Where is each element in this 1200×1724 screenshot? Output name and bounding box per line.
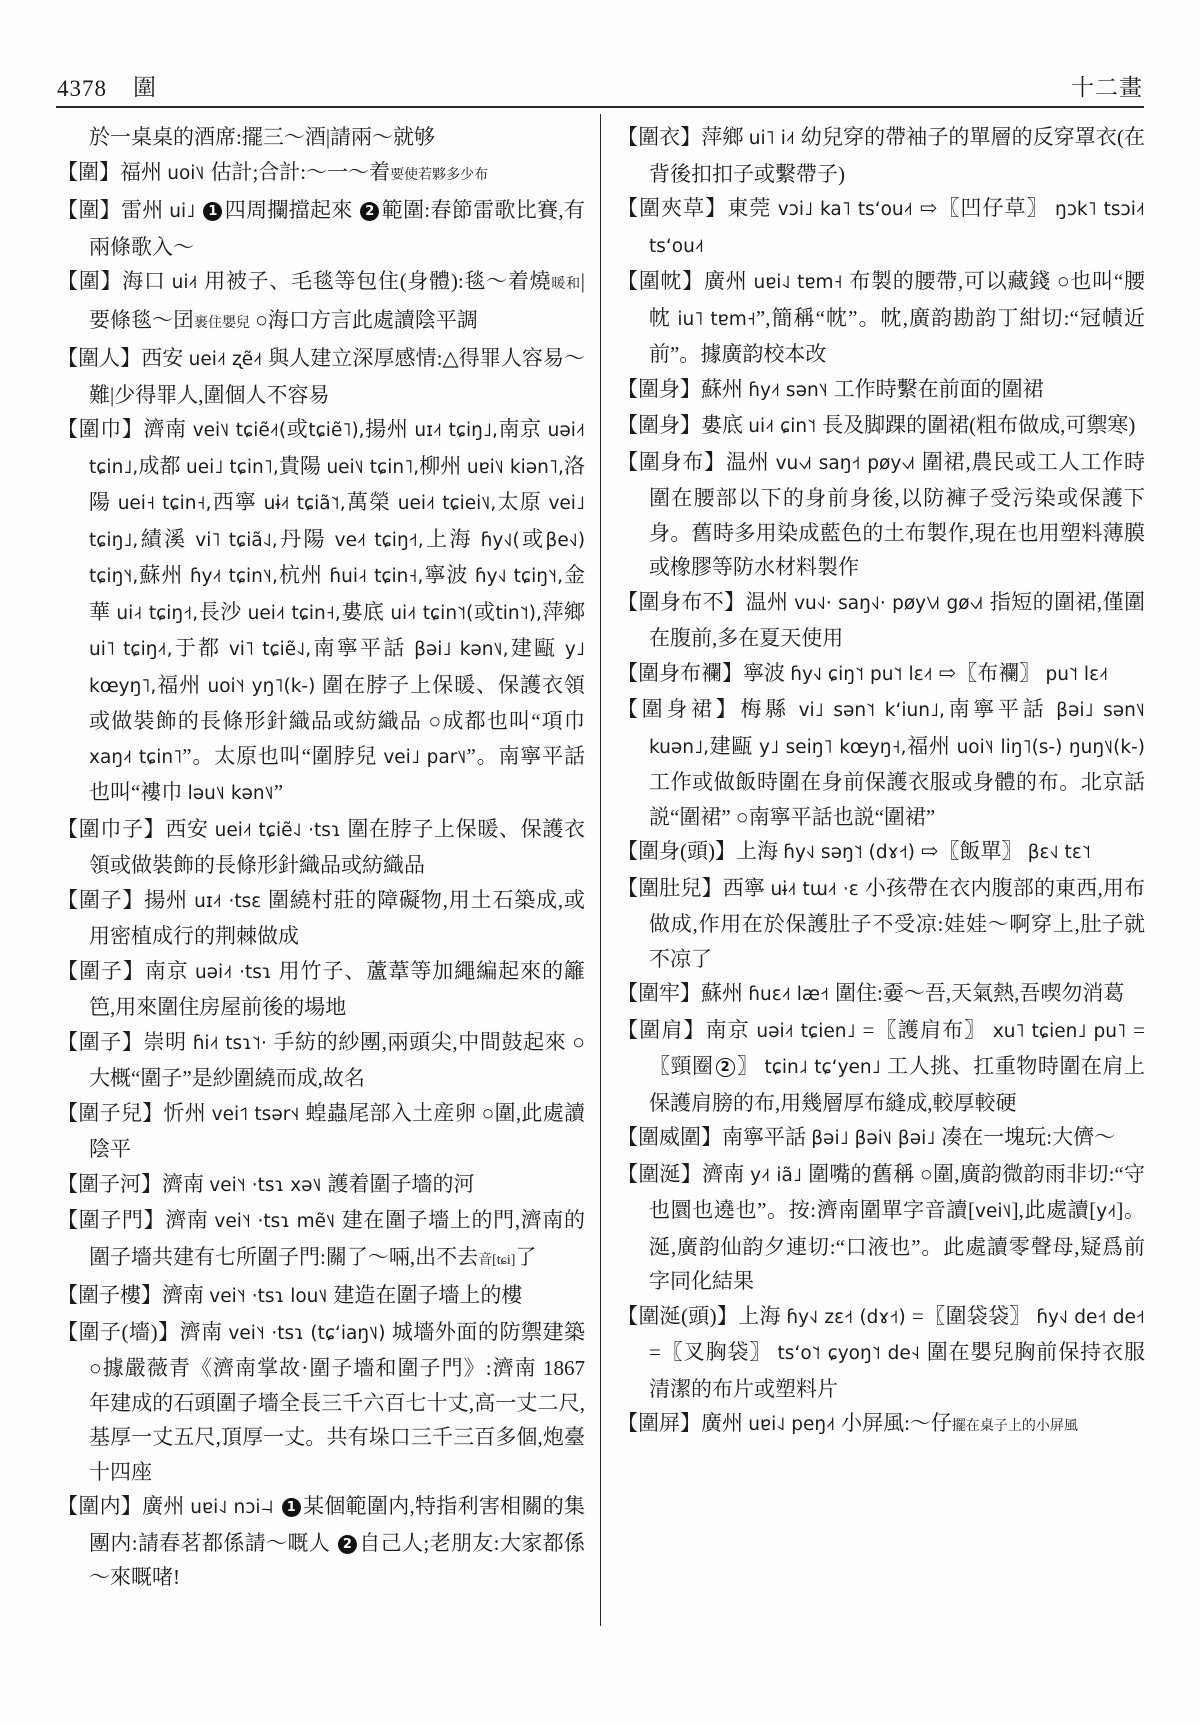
phonetic-transcription: vei˥˧ ·tsɿ (tɕʻiaŋ˥˩) bbox=[228, 1322, 392, 1344]
sense-number-badge: 2 bbox=[360, 202, 379, 221]
entry-text: 【圍】海口 bbox=[57, 269, 172, 293]
dictionary-entry bbox=[57, 954, 585, 1025]
dictionary-entry bbox=[617, 1013, 1145, 1121]
entry-text: 指短的圍裙,僅圍在腹前,多在夏天使用 bbox=[649, 589, 1146, 650]
entry-text: 建造在圍子墻上的樓 bbox=[333, 1283, 523, 1307]
dictionary-entry bbox=[57, 264, 585, 341]
dictionary-entry bbox=[617, 1299, 1145, 1407]
entry-text: 圍嘴的舊稱 ○圍,廣韵微韵雨非切:“守也圜也遶也”。按:濟南圍單字音讀[ bbox=[649, 1161, 1146, 1222]
phonetic-transcription: vei˩ par˥˩ bbox=[383, 746, 467, 768]
entry-text: 績溪 bbox=[138, 526, 196, 551]
entry-text: 工人挑、扛重物時圍在肩上保護肩膀的布,用幾層厚布縫成,較厚較硬 bbox=[649, 1054, 1146, 1115]
entry-text: 【圍身】蘇州 bbox=[617, 376, 749, 401]
phonetic-transcription: ləu˥˩ kən˥˩ bbox=[187, 783, 274, 804]
entry-text: ⇨〖凹仔草〗 bbox=[919, 196, 1055, 220]
dictionary-entry bbox=[57, 155, 585, 194]
entry-text: =〖圍袋袋〗 bbox=[911, 1303, 1037, 1328]
dictionary-entry bbox=[617, 834, 1145, 871]
sense-number-outline: 2 bbox=[716, 1058, 735, 1077]
entry-text: 凑在一塊玩:大儕～ bbox=[941, 1125, 1116, 1149]
sense-number-badge: 1 bbox=[203, 202, 222, 221]
entry-text: 用被子、毛毯等包住(身體):毯～着燒 bbox=[204, 269, 552, 293]
entry-text: 【圍子兒】忻州 bbox=[57, 1100, 212, 1125]
entry-text: ]。涎,廣韵仙韵夕連切:“口液也”。此處讀零聲母,疑爲前字同化結果 bbox=[649, 1198, 1145, 1293]
entry-text: 【圍屏】廣州 bbox=[617, 1411, 749, 1435]
entry-text: 圍繞村莊的障礙物,用土石築成,或用密植成行的荆棘做成 bbox=[89, 887, 586, 948]
phonetic-transcription: ɦy˧˩ de˧˦ de˧˦ bbox=[1036, 1306, 1146, 1328]
sense-number-badge: 1 bbox=[282, 1498, 301, 1517]
entry-text: 了 bbox=[515, 1244, 537, 1269]
phonetic-transcription: uoi˥˧ yŋ˥(k-) bbox=[207, 675, 323, 697]
entry-text: 【圍身】婁底 bbox=[617, 413, 749, 437]
entry-text: ”。太原也叫“圍脖兒 bbox=[182, 743, 384, 768]
phonetic-transcription: tɕin˩˨ tɕʻyen˩ bbox=[764, 1057, 888, 1078]
entry-text: 【圍牢】蘇州 bbox=[617, 981, 749, 1005]
entry-text: 建甌 bbox=[508, 636, 565, 660]
entry-text: 【圍巾】濟南 bbox=[57, 417, 193, 441]
entry-text: 建在圍子墻上的門,濟南的圍子墻共建有七所圍子門:關了～啢,出不去 bbox=[89, 1208, 586, 1269]
entry-text: 某個範圍内,特指利害相關的集團内:請春茗都係請～嘅人 bbox=[89, 1494, 586, 1555]
entry-text: 于都 bbox=[172, 636, 229, 660]
small-gloss: 暖和 bbox=[551, 277, 581, 292]
phonetic-transcription: uɨ˨˦ tɕiã˥˦, bbox=[263, 493, 346, 514]
entry-text: 【圍帎】廣州 bbox=[617, 269, 754, 293]
entry-text: ” bbox=[273, 780, 284, 804]
phonetic-transcription: ɦuɛ˨˦ læ˧˦ bbox=[748, 984, 836, 1005]
entry-text: 於一桌桌的酒席:擺三～酒|請兩～就够 bbox=[89, 125, 436, 149]
phonetic-transcription: uɐi˨˩ tɐm˧ bbox=[753, 272, 850, 293]
sense-number-badge: 2 bbox=[338, 1535, 357, 1554]
dictionary-entry bbox=[57, 812, 585, 883]
phonetic-transcription: y˩ kœyŋ˥, bbox=[89, 639, 585, 697]
dictionary-entry bbox=[617, 1120, 1145, 1157]
phonetic-transcription: y˨˦ iã˩ bbox=[750, 1164, 809, 1186]
entry-text: 圍在脖子上保暖、保護衣領或做裝飾的長條形針織品或紡織品 bbox=[89, 816, 586, 877]
phonetic-transcription: uei˨˦ ʐẽ˨˦ bbox=[188, 349, 269, 370]
entry-text: 布製的腰帶,可以藏錢 ○也叫“腰帎 bbox=[649, 269, 1145, 330]
entry-text: 洛陽 bbox=[89, 453, 586, 514]
phonetic-transcription: ui˨˦ tɕin˥˦( bbox=[390, 602, 474, 624]
entry-text: 或 bbox=[519, 526, 546, 551]
phonetic-transcription: iu˥ tɐm˧ bbox=[677, 308, 756, 330]
entry-text: 上海 bbox=[423, 526, 481, 551]
entry-text: 西寧 bbox=[211, 490, 264, 514]
stroke-section: 十二畫 bbox=[1071, 75, 1143, 100]
phonetic-transcription: ve˨˦ tɕiŋ˧˦, bbox=[334, 529, 424, 551]
entry-text: 【圍身布襴】寧波 bbox=[617, 660, 791, 685]
phonetic-transcription: uoi˥˨ liŋ˥(s-) ŋuŋ˥˩(k-) bbox=[956, 736, 1146, 758]
entry-text: 幼兒穿的帶袖子的單層的反穿罩衣(在背後扣扣子或繫帶子) bbox=[649, 125, 1146, 186]
entry-text: 護着圍子墻的河 bbox=[327, 1171, 475, 1196]
dictionary-entry bbox=[617, 871, 1145, 977]
dictionary-entry bbox=[57, 1096, 585, 1167]
header-rule bbox=[56, 106, 1144, 108]
lemma-character: 圍 bbox=[133, 75, 157, 100]
dictionary-entry bbox=[617, 585, 1145, 656]
entry-text: 萬榮 bbox=[345, 490, 398, 514]
entry-text: 工作時繫在前面的圍裙 bbox=[833, 376, 1044, 401]
entry-text: 【圍衣】萍鄉 bbox=[617, 125, 749, 149]
phonetic-transcription: uei˥˩ tɕin˥, bbox=[326, 456, 420, 478]
phonetic-transcription: vu˧˩˦ saŋ˧˦ pøy˧˩˦ bbox=[775, 452, 922, 474]
phonetic-transcription: pu˥˦ lɛ˨˦ bbox=[1045, 663, 1109, 685]
phonetic-transcription: ui˩ bbox=[169, 201, 202, 222]
phonetic-transcription: uɪ˨˦ ·tsɛ bbox=[194, 890, 269, 912]
entry-text: 【圍身布】温州 bbox=[617, 449, 776, 474]
entry-text: 圍裙,農民或工人工作時圍在腰部以下的身前身後,以防褲子受污染或保護下身。舊時多用染成藍色的土布製作,現在也用塑料薄膜或橡膠等防水材料製作 bbox=[649, 449, 1146, 579]
entry-text: ”。南寧平話也叫“褸巾 bbox=[89, 743, 585, 804]
entry-text: 圍在嬰兒胸前保持衣服清潔的布片或塑料片 bbox=[649, 1340, 1145, 1401]
entry-text: 建甌 bbox=[708, 733, 759, 758]
entry-text: 圍住:嫑～吾,天氣熱,吾喫勿消葛 bbox=[835, 981, 1125, 1005]
dictionary-entry bbox=[617, 1406, 1145, 1445]
dictionary-entry bbox=[57, 883, 585, 954]
entry-text: 【圍身布不】温州 bbox=[617, 589, 795, 614]
phonetic-transcription: tin˥˦), bbox=[495, 602, 542, 624]
entry-text: =〖頸圈 bbox=[649, 1017, 1145, 1078]
phonetic-transcription: ui˨˧ tɕiŋ˧˦, bbox=[116, 602, 199, 624]
entry-text: 【圍涎】濟南 bbox=[617, 1161, 751, 1186]
entry-text: 【圍人】西安 bbox=[57, 346, 189, 370]
entry-text: ○海口方言此處讀陰平調 bbox=[250, 307, 478, 332]
dictionary-entry bbox=[617, 408, 1145, 445]
entry-text: 小孩帶在衣内腹部的東西,用布做成,作用在於保護肚子不受凉:娃娃～啊穿上,肚子就不凉了 bbox=[649, 875, 1145, 971]
entry-text: 【圍肩】南京 bbox=[617, 1017, 757, 1042]
entry-text: 城墻外面的防禦建築 ○據嚴薇青《濟南掌故·圍子墻和圍子門》:濟南 1867 年建成的石頭圍子墻全長三千六百七十丈,高一丈二尺,基厚一丈五尺,頂厚一丈。共有垛口三千三百多個,炮臺十四座 bbox=[89, 1319, 585, 1484]
entry-text: 【圍夾草】東莞 bbox=[617, 196, 778, 220]
phonetic-transcription: uəi˨˦ tɕin˩, bbox=[89, 420, 586, 478]
phonetic-transcription: vei˦˥ tsər˦˨ bbox=[211, 1103, 306, 1125]
entry-text: 南寧平話 bbox=[944, 697, 1057, 721]
entry-text: 成都 bbox=[138, 453, 187, 478]
phonetic-transcription: ɦi˨˦ tsɿ˥˦· bbox=[192, 1032, 274, 1054]
entry-text: 【圍威圍】南寧平話 bbox=[617, 1125, 812, 1149]
phonetic-transcription: y˨˦ bbox=[1096, 1201, 1117, 1222]
entry-text: 【圍子】南京 bbox=[57, 958, 195, 983]
entry-text: 南寧平話 bbox=[311, 636, 415, 660]
entry-text: 【圍子河】濟南 bbox=[57, 1171, 210, 1196]
entry-text: 揚州 bbox=[364, 417, 415, 441]
phonetic-transcription: vei˥˩ tɕiẽ˨˦( bbox=[192, 420, 287, 441]
phonetic-transcription: xaŋ˨˦ tɕin˥ bbox=[89, 746, 183, 768]
phonetic-transcription: vi˥ tɕiẽ˨˩, bbox=[228, 639, 312, 660]
phonetic-transcription: βəi˩ sən˥˩ kuən˩, bbox=[649, 700, 1146, 758]
phonetic-transcription: xu˥ tɕien˩ pu˥ bbox=[992, 1020, 1134, 1042]
entry-text: 【圍肚兒】西寧 bbox=[617, 875, 771, 900]
entry-text: 萍鄉 bbox=[541, 599, 586, 624]
phonetic-transcription: ɦy˧˩ səŋ˥˦ (dɤ˧˦) bbox=[783, 842, 921, 863]
phonetic-transcription: ɦy˨˦ sən˥˨ bbox=[748, 379, 834, 401]
phonetic-transcription: uei˨˦ tɕin˧, bbox=[247, 602, 341, 624]
phonetic-transcription: ɦy˧˩ tɕiŋ˥˧, bbox=[474, 566, 563, 587]
entry-text: 【圍身(頭)】上海 bbox=[617, 839, 784, 863]
phonetic-transcription: βəi˩ βəi˥˩ βəi˩ bbox=[811, 1128, 942, 1149]
phonetic-transcription: tɕiẽ˥), bbox=[308, 420, 365, 441]
entry-text: 用竹子、蘆葦等加繩編起來的籬笆,用來圍住房屋前後的場地 bbox=[89, 958, 586, 1019]
phonetic-transcription: vu˧˩· saŋ˧˩· pøy˥˩˦ gø˧˩˦ bbox=[794, 592, 990, 614]
phonetic-transcription: vei˩ tɕiŋ˩, bbox=[89, 493, 586, 551]
entry-text: ”,簡稱“帎”。帎,廣韵勘韵丁紺切:“冠幘近前”。據廣韵校本改 bbox=[649, 305, 1146, 366]
phonetic-transcription: vei˥˧ ·tsɿ xə˥˩ bbox=[209, 1174, 328, 1196]
entry-text: 〗 bbox=[736, 1054, 765, 1078]
entry-text: 【圍身裙】梅縣 bbox=[617, 697, 799, 721]
phonetic-transcription: tsʻo˥˦ ɕyoŋ˥˦ de˧˨ bbox=[777, 1343, 927, 1364]
phonetic-transcription: ɦy˧˩ zɛ˧˦ (dɤ˧˦) bbox=[786, 1306, 912, 1328]
dictionary-entry bbox=[617, 656, 1145, 693]
entry-text: 【圍】福州 bbox=[57, 159, 168, 184]
entry-text: 與人建立深厚感情:△得罪人容易～難|少得罪人,圍個人不容易 bbox=[89, 346, 586, 407]
phonetic-transcription: uei˨˦ tɕiei˥˩, bbox=[397, 493, 497, 514]
phonetic-transcription: vi˥ tɕiã˨˩, bbox=[195, 529, 278, 551]
dictionary-entry bbox=[617, 692, 1145, 834]
dictionary-entry bbox=[617, 372, 1145, 409]
entry-text: 柳州 bbox=[419, 453, 467, 478]
dictionary-entry bbox=[57, 193, 585, 264]
phonetic-transcription: vei˥˩ bbox=[975, 1201, 1012, 1222]
dictionary-entry bbox=[57, 1315, 585, 1490]
phonetic-transcription: vei˥˧ ·tsɿ lou˥˩ bbox=[209, 1286, 334, 1307]
dictionary-entry bbox=[57, 341, 585, 412]
phonetic-transcription: ui˥ i˨˦ bbox=[748, 128, 801, 149]
phonetic-transcription: ŋɔk˥ tsɔi˨˦ tsʻou˨˦ bbox=[649, 199, 1145, 257]
phonetic-transcription: vi˩ sən˥˦ kʻiun˩, bbox=[798, 700, 945, 721]
entry-text: 丹陽 bbox=[277, 526, 335, 551]
entry-text: ],此處讀[ bbox=[1011, 1198, 1097, 1222]
phonetic-transcription: βɛ˧˩ tɛ˥˦ bbox=[1027, 842, 1091, 863]
entry-text: 【圍】雷州 bbox=[57, 198, 170, 222]
entry-text: 估計;合計:～一～着 bbox=[210, 159, 391, 184]
entry-text: |要條毯～囝 bbox=[89, 269, 586, 332]
dictionary-entry bbox=[57, 120, 585, 155]
small-gloss: 音[tɕi] bbox=[478, 1252, 516, 1268]
entry-text: 或 bbox=[286, 417, 309, 441]
entry-text: 或 bbox=[473, 599, 496, 624]
entry-text: 圍在脖子上保暖、保護衣領或做裝飾的長條形針織品或紡織品 ○成都也叫“項巾 bbox=[89, 672, 585, 733]
small-gloss: 裹住嬰兒 bbox=[194, 315, 250, 331]
entry-text: 婁底 bbox=[340, 599, 391, 624]
entry-text: 自己人;老朋友:大家都係～來嘅啫! bbox=[89, 1530, 585, 1589]
entry-text: =〖叉胸袋〗 bbox=[649, 1340, 778, 1364]
entry-text: 範圍:春節雷歌比賽,有兩條歌入～ bbox=[89, 198, 585, 259]
right-column bbox=[617, 120, 1145, 1595]
entry-text: 蘇州 bbox=[138, 563, 190, 587]
entry-text: 【圍子】崇明 bbox=[57, 1029, 193, 1054]
phonetic-transcription: βəi˩ kən˥˩, bbox=[414, 639, 509, 660]
phonetic-transcription: ui˥ tɕiŋ˨˦, bbox=[89, 639, 173, 660]
phonetic-transcription: ɦy˨˦ tɕin˥˨, bbox=[189, 566, 278, 587]
entry-text: 太原 bbox=[496, 490, 549, 514]
entry-text: 金華 bbox=[89, 563, 586, 624]
left-column bbox=[57, 120, 585, 1595]
phonetic-transcription: ɦui˨˧ tɕin˧, bbox=[329, 566, 424, 587]
dictionary-entry bbox=[57, 1167, 585, 1204]
dictionary-entry bbox=[57, 1489, 585, 1595]
phonetic-transcription: ɦy˧˩ ɕiŋ˥˦ pu˥˦ lɛ˨˦ bbox=[790, 663, 939, 685]
running-head bbox=[57, 68, 1143, 102]
dictionary-entry bbox=[617, 1157, 1145, 1299]
entry-text: 【圍内】廣州 bbox=[57, 1494, 191, 1518]
phonetic-transcription: vɔi˩ ka˥ tsʻou˨˦ bbox=[777, 199, 920, 220]
entry-text: 工作或做飯時圍在身前保護衣服或身體的布。北京話説“圍裙” ○南寧平話也説“圍裙” bbox=[649, 770, 1145, 829]
entry-text: 福州 bbox=[156, 672, 208, 697]
phonetic-transcription: ui˨˦ ɕin˥˦ bbox=[748, 416, 823, 437]
phonetic-transcription: uɨ˨˦ tɯ˨˦ ·ɛ bbox=[770, 878, 865, 900]
phonetic-transcription: ɦy˧˩( bbox=[480, 529, 520, 551]
dictionary-entry bbox=[617, 976, 1145, 1013]
dictionary-entry bbox=[57, 1025, 585, 1096]
small-gloss: 要使若夥多少布 bbox=[390, 167, 489, 183]
phonetic-transcription: uɐi˨˩ peŋ˨˦ bbox=[748, 1414, 842, 1435]
dictionary-entry bbox=[617, 120, 1145, 191]
phonetic-transcription: uɐi˨˩ nɔi˨˨ bbox=[190, 1497, 280, 1518]
entry-text: 【圍子(墻)】濟南 bbox=[57, 1319, 229, 1344]
entry-text: 南京 bbox=[497, 417, 548, 441]
entry-text: 【圍涎(頭)】上海 bbox=[617, 1303, 787, 1328]
phonetic-transcription: uei˩ tɕin˥, bbox=[186, 456, 279, 478]
phonetic-transcription: uəi˨˦ tɕien˩ bbox=[756, 1020, 863, 1042]
entry-text: 貴陽 bbox=[278, 453, 327, 478]
entry-text: 四周攔擋起來 bbox=[224, 198, 359, 222]
page-number: 4378 bbox=[57, 76, 107, 101]
phonetic-transcription: y˩ seiŋ˥ kœyŋ˧, bbox=[759, 736, 907, 758]
entry-text: 【圍子】揚州 bbox=[57, 887, 195, 912]
entry-text: 長沙 bbox=[198, 599, 248, 624]
entry-text: 【圍子門】濟南 bbox=[57, 1208, 215, 1232]
entry-text: ⇨〖飯單〗 bbox=[920, 839, 1028, 863]
phonetic-transcription: uei˧ tɕin˧, bbox=[117, 493, 212, 514]
dictionary-entry bbox=[617, 191, 1145, 264]
entry-text: 手紡的紗團,兩頭尖,中間鼓起來 ○大概“圍子”是紗圍繞而成,故名 bbox=[89, 1029, 585, 1090]
small-gloss: 擺在桌子上的小屏風 bbox=[951, 1419, 1078, 1434]
phonetic-transcription: uei˨˦ tɕiẽ˨˩ ·tsɿ bbox=[214, 819, 348, 841]
entry-text: =〖護肩布〗 bbox=[862, 1017, 993, 1042]
phonetic-transcription: βe˧˩) tɕiŋ˥˧, bbox=[89, 529, 586, 587]
entry-text: 杭州 bbox=[277, 563, 330, 587]
entry-text: 小屏風:～仔 bbox=[841, 1411, 952, 1435]
entry-columns bbox=[57, 120, 1145, 1595]
entry-text: 【圍子樓】濟南 bbox=[57, 1283, 210, 1307]
entry-text: 蝗蟲尾部入土産卵 ○圍,此處讀陰平 bbox=[89, 1100, 586, 1161]
dictionary-entry bbox=[57, 1203, 585, 1278]
entry-text: ⇨〖布襴〗 bbox=[938, 660, 1046, 685]
entry-text: 【圍巾子】西安 bbox=[57, 816, 215, 841]
entry-text: 福州 bbox=[906, 733, 957, 758]
phonetic-transcription: uəi˨˦ ·tsɿ bbox=[194, 961, 279, 983]
entry-text: 寧波 bbox=[423, 563, 475, 587]
dictionary-entry bbox=[57, 1278, 585, 1315]
phonetic-transcription: uoi˥˩ bbox=[167, 162, 211, 184]
phonetic-transcription: uɪ˨˦ tɕiŋ˩, bbox=[414, 420, 498, 441]
phonetic-transcription: vei˥˧ ·tsɿ mẽ˥˩ bbox=[214, 1211, 342, 1232]
dictionary-entry bbox=[57, 412, 585, 812]
entry-text: 長及脚踝的圍裙(粗布做成,可禦寒) bbox=[822, 413, 1136, 437]
dictionary-entry bbox=[617, 445, 1145, 585]
phonetic-transcription: ui˨˦ bbox=[171, 272, 205, 293]
phonetic-transcription: uɐi˥˩ kiən˥, bbox=[466, 456, 564, 478]
dictionary-entry bbox=[617, 264, 1145, 372]
